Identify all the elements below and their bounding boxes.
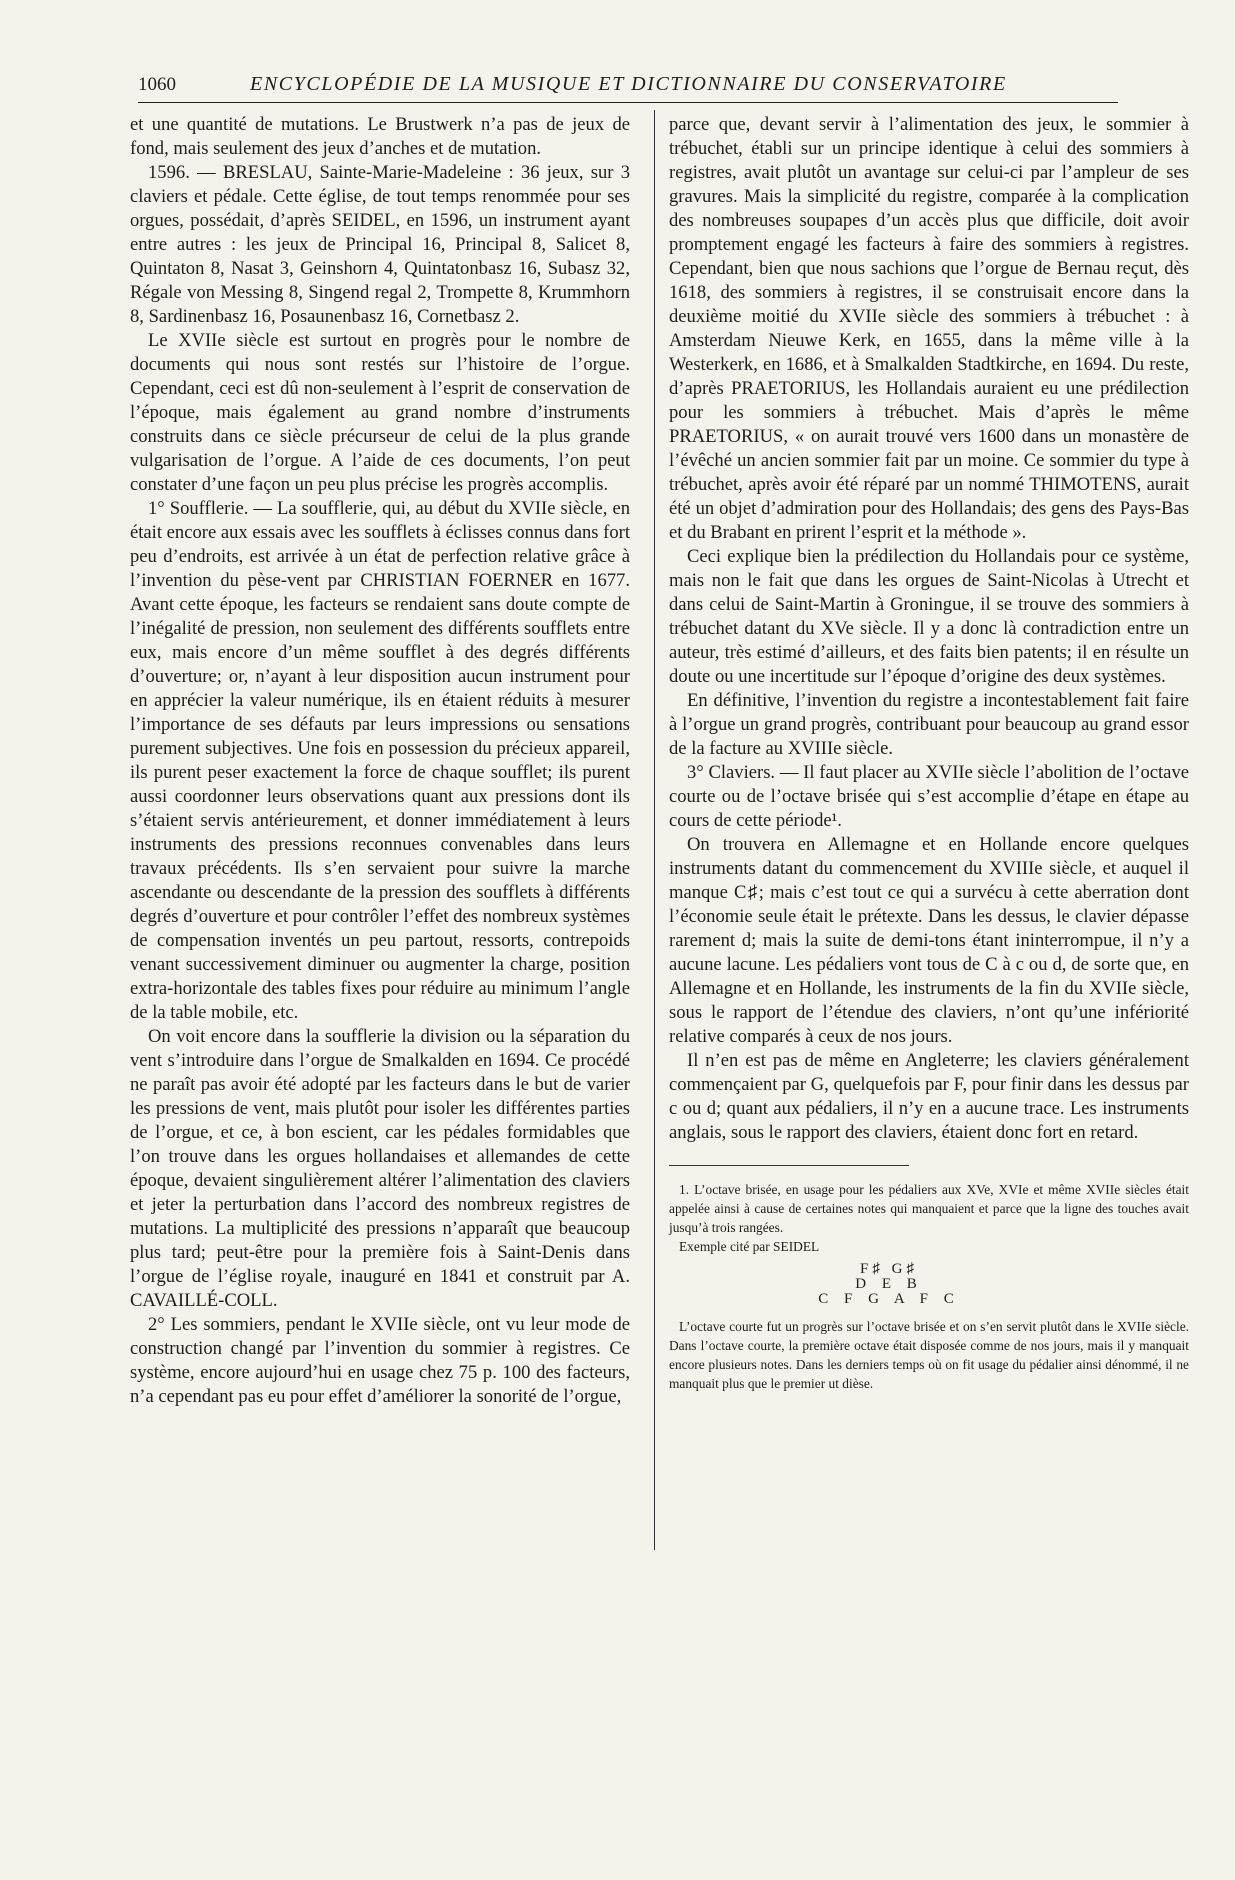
paragraph: On voit encore dans la soufflerie la division ou la séparation du vent s’introduire dans l’orgue de Smalkalden en 1694. Ce procédé ne paraît pas avoir été adopté par les facteurs dans le but de varier les pressions de vent, mais plutôt pour isoler les différentes parties de l’orgue, et ce, à bon escient, car les pédales formidables que l’on trouve dans les orgues hollandaises et allemandes de cette époque, devaient singulièrement altérer l’alimentation des claviers et jeter la perturbation dans l’accord des nombreux registres de mutations. La multiplicité des pressions n’apparaît que beaucoup plus tard; peut-être pour la première fois à Saint-Denis dans l’orgue de l’église royale, inauguré en 1841 et construit par A. CAVAILLÉ-COLL. [130, 1026, 630, 1311]
paragraph: On trouvera en Allemagne et en Hollande encore quelques instruments datant du commencement du XVIIIe siècle, et auquel il manque C♯; mais c’est tout ce qui a survécu à cette aberration dont l’économie seule était le prétexte. Dans les dessus, le clavier dépasse rarement d; mais la suite de demi-tons étant ininterrompue, il n’y a aucune lacune. Les pédaliers vont tous de C à c ou d, de sorte que, en Allemagne et en Hollande, les instruments de la fin du XVIIe siècle, sous le rapport de l’étendue des claviers, n’ont qu’une infériorité relative comparés à ceux de nos jours. [669, 834, 1189, 1047]
example-row: C F G A F C [818, 1291, 960, 1307]
page-number: 1060 [138, 74, 176, 95]
paragraph: 2° Les sommiers, pendant le XVIIe siècle, ont vu leur mode de construction changé par l’invention du sommier à registres. Ce système, encore aujourd’hui en usage chez 75 p. 100 des facteurs, n’a cependant pas eu pour effet d’améliorer la sonorité de l’orgue, [130, 1314, 630, 1407]
paragraph: 3° Claviers. — Il faut placer au XVIIe siècle l’abolition de l’octave courte ou de l’octave brisée qui s’est accomplie d’étape en étape au cours de cette période¹. [669, 762, 1189, 831]
footnote [669, 1180, 1189, 1393]
column-divider [654, 110, 655, 1550]
paragraph: Il n’en est pas de même en Angleterre; les claviers généralement commençaient par G, quelquefois par F, pour finir dans les dessus par c ou d; quant aux pédaliers, il n’y en a aucune trace. Les instruments anglais, sous le rapport des claviers, étaient donc fort en retard. [669, 1050, 1189, 1143]
footnote-example-label: Exemple cité par SEIDEL [679, 1239, 820, 1254]
paragraph: et une quantité de mutations. Le Brustwerk n’a pas de jeux de fond, mais seulement des jeux d’anches et de mutation. [130, 114, 630, 159]
example-row: F♯ G♯ [860, 1261, 918, 1277]
left-column [130, 113, 630, 1409]
paragraph: Le XVIIe siècle est surtout en progrès pour le nombre de documents qui nous sont restés sur l’histoire de l’orgue. Cependant, ceci est dû non-seulement à l’esprit de conservation de l’époque, mais également au grand nombre d’instruments construits dans ce siècle précurseur de celui de la plus grande vulgarisation de l’orgue. A l’aide de ces documents, l’on peut constater d’une façon un peu plus précise les progrès accomplis. [130, 330, 630, 495]
paragraph: 1596. — BRESLAU, Sainte-Marie-Madeleine : 36 jeux, sur 3 claviers et pédale. Cette église, de tout temps renommée pour ses orgues, possédait, d’après SEIDEL, en 1596, un instrument ayant entre autres : les jeux de Principal 16, Principal 8, Salicet 8, Quintaton 8, Nasat 3, Geinshorn 4, Quintatonbasz 16, Subasz 32, Régale von Messing 8, Singend regal 2, Trompette 8, Krummhorn 8, Sardinenbasz 16, Posaunenbasz 16, Cornetbasz 2. [130, 162, 630, 327]
footnote-text: L’octave courte fut un progrès sur l’octave brisée et on s’en servit plutôt dans le XVIIe siècle. Dans l’octave courte, la première octave était disposée comme de nos jours, mais il y manquait encore plusieurs notes. Dans les derniers temps où on fit usage du pédalier ainsi dénommé, il ne manquait plus que le premier ut dièse. [669, 1319, 1189, 1391]
octave-example [589, 1262, 1189, 1307]
example-row: D E B [855, 1276, 923, 1292]
paragraph: parce que, devant servir à l’alimentation des jeux, le sommier à trébuchet, établi sur un principe identique à celui des sommiers à registres, avait plutôt un avantage sur celui-ci par l’ampleur de ses gravures. Mais la simplicité du registre, comparée à la complication des nombreuses soupapes d’un accès plus que difficile, doit avoir promptement engagé les facteurs à faire des sommiers à registres. Cependant, bien que nous sachions que l’orgue de Bernau reçut, dès 1618, des sommiers à registres, il se construisait encore dans la deuxième moitié du XVIIe siècle des sommiers à trébuchet : à Amsterdam Nieuwe Kerk, en 1655, dans la même ville à la Westerkerk, en 1686, et à Smalkalden Stadtkirche, en 1694. Du reste, d’après PRAETORIUS, les Hollandais auraient eu une prédilection pour les sommiers à trébuchet. Mais d’après le même PRAETORIUS, « on aurait trouvé vers 1600 dans un monastère de l’évêché un ancien sommier fait par un moine. Ce sommier du type à trébuchet, après avoir été réparé par un nommé THIMOTENS, aurait été un objet d’admiration pour des Hollandais; des gens des Pays-Bas et du Brabant en prirent l’esprit et la méthode ». [669, 114, 1189, 543]
page-header [138, 72, 1118, 103]
paragraph: Ceci explique bien la prédilection du Hollandais pour ce système, mais non le fait que dans les orgues de Saint-Nicolas à Utrecht et dans celui de Saint-Martin à Groningue, il se trouve des sommiers à trébuchet datant du XVe siècle. Il y a donc là contradiction entre un auteur, très estimé d’ailleurs, et des faits bien patents; il en résulte un doute ou une incertitude sur l’époque d’origine des deux systèmes. [669, 546, 1189, 687]
footnote-rule [669, 1165, 909, 1166]
running-title: ENCYCLOPÉDIE DE LA MUSIQUE ET DICTIONNAIRE DU CONSERVATOIRE [250, 73, 1007, 95]
footnote-text: 1. L’octave brisée, en usage pour les pédaliers aux XVe, XVIe et même XVIIe siècles était appelée ainsi à cause de certaines notes qui manquaient et parce que la ligne des touches avait jusqu’à trois rangées. [669, 1182, 1189, 1235]
paragraph: 1° Soufflerie. — La soufflerie, qui, au début du XVIIe siècle, en était encore aux essais avec les soufflets à éclisses connus dans fort peu d’endroits, est arrivée à un état de perfection relative grâce à l’invention du pèse-vent par CHRISTIAN FOERNER en 1677. Avant cette époque, les facteurs se rendaient sans doute compte de l’inégalité de pression, non seulement des différents soufflets entre eux, mais encore d’un même soufflet à des degrés différents d’ouverture; or, n’ayant à leur disposition aucun instrument pour en apprécier la valeur numérique, ils en étaient réduits à mesurer l’importance de ses défauts par leurs impressions ou sensations purement subjectives. Une fois en possession du précieux appareil, ils purent peser exactement la force de chaque soufflet; ils purent aussi coordonner leurs observations quant aux pressions dont ils s’étaient servis antérieurement, et donner immédiatement à leurs instruments des pressions reconnues convenables dans leurs travaux précédents. Ils s’en servaient pour suivre la marche ascendante ou descendante de la pression des soufflets à différents degrés d’ouverture et pour contrôler l’effet des nombreux systèmes de compensation inventés un peu partout, ressorts, contrepoids venant successivement diminuer ou augmenter la charge, position extra-horizontale des tables fixes pour réduire au minimum l’angle de la table mobile, etc. [130, 498, 630, 1023]
paragraph: En définitive, l’invention du registre a incontestablement fait faire à l’orgue un grand progrès, contribuant pour beaucoup au grand essor de la facture au XVIIIe siècle. [669, 690, 1189, 759]
right-column [669, 113, 1189, 1393]
